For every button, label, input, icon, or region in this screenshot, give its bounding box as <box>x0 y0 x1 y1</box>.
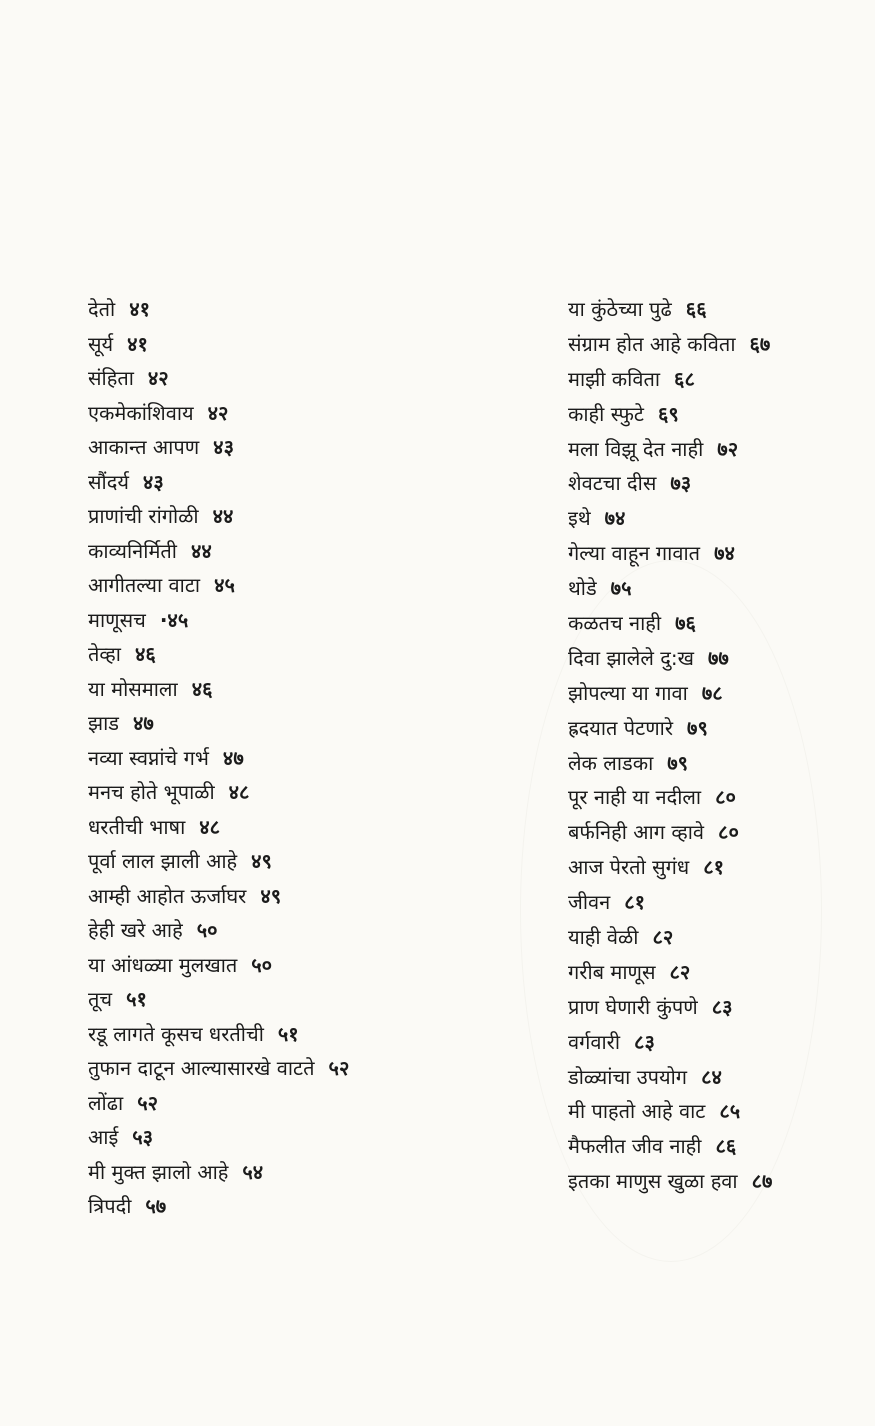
toc-entry-page-number: ७९ <box>667 750 689 775</box>
toc-entry-page-number: ८१ <box>624 890 646 915</box>
toc-entry-page-number: ८६ <box>715 1134 737 1159</box>
toc-entry-title: इथे <box>568 506 591 531</box>
toc-entry-page-number: ५१ <box>126 987 147 1011</box>
toc-entry-page-number: ४९ <box>260 883 282 908</box>
toc-entry <box>568 536 858 571</box>
toc-entry <box>568 1060 858 1095</box>
toc-entry-page-number: ८० <box>718 820 739 845</box>
toc-entry <box>88 499 468 534</box>
toc-entry-title: मैफलीत जीव नाही <box>568 1134 702 1159</box>
toc-entry-title: धरतीची भाषा <box>88 814 186 839</box>
toc-entry <box>88 396 468 431</box>
toc-entry <box>568 397 858 432</box>
toc-entry-title: थोडे <box>568 576 597 601</box>
toc-entry-page-number: ४९ <box>251 849 272 873</box>
toc-entry-title: काही स्फुटे <box>568 401 644 426</box>
toc-entry <box>568 815 858 850</box>
toc-entry <box>568 466 858 501</box>
toc-entry-page-number: ८५ <box>719 1099 741 1124</box>
toc-entry-page-number: ७८ <box>701 680 723 705</box>
toc-entry <box>88 672 468 707</box>
toc-entry-title: गरीब माणूस <box>568 959 656 984</box>
toc-entry-title: मी मुक्त झालो आहे <box>88 1159 229 1184</box>
toc-entry-title: सूर्य <box>88 331 114 356</box>
toc-entry-title: मनच होते भूपाळी <box>88 780 215 804</box>
toc-entry-title: ह्रदयात पेटणारे <box>568 715 674 740</box>
toc-entry-page-number: ४१ <box>127 331 148 356</box>
toc-entry-page-number: ४२ <box>147 366 169 390</box>
toc-entry-title: या मोसमाला <box>88 676 178 701</box>
toc-entry-page-number: ४८ <box>228 780 250 804</box>
toc-entry-page-number: ५१ <box>277 1021 299 1046</box>
toc-entry-title: नव्या स्वप्नांचे गर्भ <box>88 745 209 770</box>
toc-entry <box>568 1129 858 1164</box>
toc-entry-page-number: ४५ <box>214 573 235 597</box>
toc-entry-title: संग्राम होत आहे कविता <box>568 331 736 356</box>
toc-entry-page-number: ७२ <box>717 436 739 461</box>
toc-entry <box>568 885 858 920</box>
toc-entry-title: लेक लाडका <box>568 750 654 775</box>
toc-entry <box>568 955 858 990</box>
toc-entry-title: संहिता <box>88 366 134 390</box>
toc-entry <box>88 327 468 362</box>
toc-entry <box>88 603 468 638</box>
toc-entry-page-number: ७४ <box>604 506 626 531</box>
toc-entry <box>88 1155 468 1190</box>
toc-entry-title: आम्ही आहोत ऊर्जाघर <box>88 883 247 908</box>
toc-entry-title: या कुंठेच्या पुढे <box>568 297 672 321</box>
toc-entry-title: कळतच नाही <box>568 611 662 636</box>
toc-entry <box>88 741 468 776</box>
toc-entry <box>568 362 858 397</box>
toc-entry <box>88 913 468 948</box>
toc-entry-title: देतो <box>88 297 116 321</box>
toc-entry-page-number: ५४ <box>242 1159 264 1184</box>
toc-entry <box>568 501 858 536</box>
toc-entry-page-number: ७९ <box>687 715 708 740</box>
toc-entry <box>568 850 858 885</box>
toc-entry <box>568 711 858 746</box>
toc-entry <box>568 746 858 781</box>
toc-entry <box>88 1189 468 1224</box>
toc-entry-title: त्रिपदी <box>88 1194 132 1218</box>
toc-entry <box>88 1051 468 1086</box>
toc-entry <box>88 706 468 741</box>
toc-entry-page-number: ६७ <box>749 331 771 356</box>
toc-entry-title: माझी कविता <box>568 366 661 391</box>
toc-entry-page-number: ८३ <box>711 994 733 1019</box>
toc-entry <box>568 676 858 711</box>
toc-entry-title: प्राणांची रांगोळी <box>88 504 199 528</box>
toc-entry-title: मी पाहतो आहे वाट <box>568 1099 706 1124</box>
toc-entry <box>88 948 468 983</box>
toc-entry-page-number: ४४ <box>190 538 212 563</box>
toc-entry-title: झोपल्या या गावा <box>568 680 688 705</box>
toc-entry-title: आज पेरतो सुगंध <box>568 855 690 880</box>
toc-entry-title: हेही खरे आहे <box>88 918 183 942</box>
toc-entry-title: पूर नाही या नदीला <box>568 785 702 810</box>
toc-entry-page-number: ६६ <box>685 297 707 321</box>
toc-entry-page-number: ४३ <box>142 469 164 494</box>
toc-entry-title: लोंढा <box>88 1090 124 1115</box>
toc-entry <box>568 432 858 467</box>
toc-entry-page-number: ४४ <box>212 504 234 528</box>
toc-entry-title: वर्गवारी <box>568 1029 621 1054</box>
toc-entry-title: याही वेळी <box>568 925 639 950</box>
toc-entry <box>88 1120 468 1155</box>
toc-entry-page-number: ८२ <box>652 925 674 950</box>
toc-entry-page-number: ८७ <box>751 1169 773 1194</box>
toc-entry-page-number: ५० <box>251 952 273 977</box>
toc-entry <box>88 844 468 879</box>
toc-entry <box>568 1025 858 1060</box>
toc-entry-title: तूच <box>88 987 113 1011</box>
toc-entry-page-number: ७५ <box>610 576 632 601</box>
toc-entry-page-number: ७३ <box>670 471 692 496</box>
toc-entry <box>88 810 468 845</box>
toc-entry-title: या आंधळ्या मुलखात <box>88 952 238 977</box>
toc-entry <box>88 361 468 396</box>
toc-entry-page-number: ५२ <box>328 1056 350 1080</box>
toc-right-column <box>568 292 858 1199</box>
toc-entry-page-number: ४७ <box>222 745 244 770</box>
toc-entry-page-number: ४८ <box>199 814 221 839</box>
toc-entry-title: सौंदर्य <box>88 469 129 494</box>
toc-entry <box>568 327 858 362</box>
toc-entry-title: जीवन <box>568 890 611 915</box>
toc-entry-title: आगीतल्या वाटा <box>88 573 201 597</box>
toc-entry-title: गेल्या वाहून गावात <box>568 541 701 566</box>
toc-entry-title: काव्यनिर्मिती <box>88 538 177 563</box>
toc-entry-page-number: ५७ <box>145 1194 167 1218</box>
toc-entry-title: आकान्त आपण <box>88 435 200 459</box>
toc-entry-title: पूर्वा लाल झाली आहे <box>88 849 238 873</box>
toc-entry-title: डोळ्यांचा उपयोग <box>568 1064 688 1089</box>
toc-entry-title: रडू लागते कूसच धरतीची <box>88 1021 264 1046</box>
toc-entry <box>88 982 468 1017</box>
toc-entry-title: इतका माणुस खुळा हवा <box>568 1169 738 1194</box>
toc-entry-title: बर्फनिही आग व्हावे <box>568 820 705 845</box>
toc-entry-title: एकमेकांशिवाय <box>88 400 194 425</box>
toc-entry-page-number: ५० <box>196 918 218 942</box>
toc-entry-page-number: ४३ <box>213 435 234 459</box>
toc-entry-page-number: ५३ <box>132 1125 154 1149</box>
toc-entry-page-number: ६८ <box>674 366 695 391</box>
toc-entry-page-number: ८० <box>715 785 736 810</box>
toc-entry-page-number: ७४ <box>714 541 735 566</box>
toc-entry <box>88 637 468 672</box>
toc-entry-title: तुफान दाटून आल्यासारखे वाटते <box>88 1056 315 1080</box>
toc-entry <box>568 641 858 676</box>
toc-entry-page-number: ८४ <box>701 1064 722 1089</box>
toc-entry <box>88 292 468 327</box>
toc-entry-title: प्राण घेणारी कुंपणे <box>568 994 698 1019</box>
toc-entry-page-number: ४२ <box>207 400 229 425</box>
toc-entry-page-number: ४७ <box>133 711 154 735</box>
toc-entry <box>88 775 468 810</box>
toc-entry <box>88 1086 468 1121</box>
toc-entry-page-number: ६९ <box>657 401 679 426</box>
toc-entry-title: मला विझू देत नाही <box>568 436 704 461</box>
toc-entry <box>568 571 858 606</box>
toc-entry-title: झाड <box>88 711 119 735</box>
toc-entry-title: शेवटचा दीस <box>568 471 657 496</box>
toc-entry <box>88 465 468 500</box>
toc-entry-page-number: ७६ <box>675 611 696 636</box>
toc-entry <box>568 920 858 955</box>
toc-entry <box>568 292 858 327</box>
toc-entry-page-number: ४६ <box>134 642 156 666</box>
toc-entry <box>88 534 468 569</box>
toc-entry-page-number: ४१ <box>129 297 151 321</box>
toc-entry <box>88 879 468 914</box>
toc-entry <box>568 1094 858 1129</box>
toc-left-column <box>88 292 468 1224</box>
toc-entry <box>88 568 468 603</box>
toc-entry-page-number: ८२ <box>669 959 691 984</box>
toc-entry-title: माणूसच <box>88 607 146 632</box>
toc-entry-page-number: ७७ <box>707 645 729 670</box>
toc-entry <box>568 780 858 815</box>
toc-entry-title: आई <box>88 1125 119 1149</box>
toc-entry <box>88 1017 468 1052</box>
toc-entry <box>568 1164 858 1199</box>
toc-entry <box>568 606 858 641</box>
toc-entry-page-number: ८३ <box>634 1029 655 1054</box>
toc-entry <box>88 430 468 465</box>
toc-entry <box>568 990 858 1025</box>
toc-entry-page-number: ·४५ <box>159 607 189 632</box>
toc-entry-page-number: ८१ <box>703 855 725 880</box>
toc-entry-page-number: ४६ <box>191 676 213 701</box>
toc-entry-title: तेव्हा <box>88 642 121 666</box>
toc-entry-page-number: ५२ <box>137 1090 158 1115</box>
toc-entry-title: दिवा झालेले दु:ख <box>568 645 694 670</box>
